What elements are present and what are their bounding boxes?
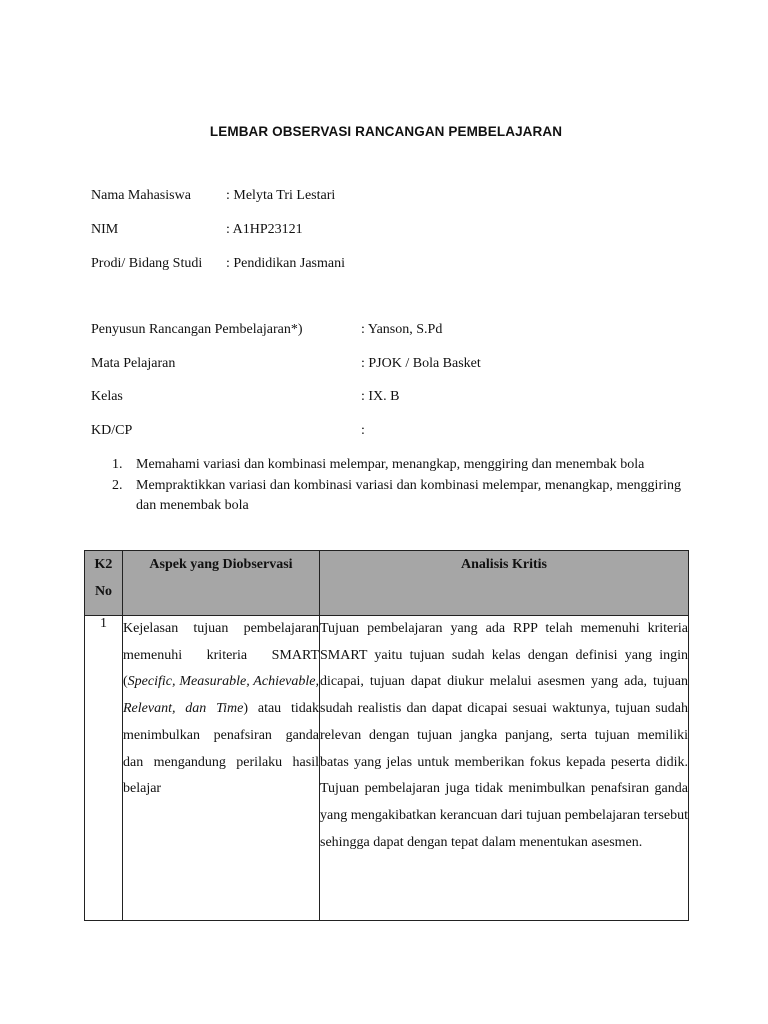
kd-cp-value: : [361,423,365,438]
row-aspek [123,616,320,921]
class-label: Kelas [91,389,123,404]
aspek-text-post: ) atau tidak menimbulkan penafsiran ganda dan mengandung perilaku hasil belajar [123,701,319,797]
author-value: : Yanson, S.Pd [361,322,443,337]
author-label: Penyusun Rancangan Pembelajaran*) [91,322,303,337]
kd-item-number: 1. [112,457,123,472]
nim-label: NIM [91,222,119,237]
kd-list-item [112,476,681,516]
header-no [85,551,123,616]
table-row [85,616,689,921]
header-no-line2: No [94,584,113,599]
observation-table [84,550,689,921]
table-header-row [85,551,689,616]
subject-value: : PJOK / Bola Basket [361,356,481,371]
kd-cp-label: KD/CP [91,423,133,438]
class-value: : IX. B [361,389,400,404]
header-analisis: Analisis Kritis [320,551,689,616]
nim-value: : A1HP23121 [226,222,303,237]
row-number: 1 [85,616,123,921]
kd-item-text: Memahami variasi dan kombinasi melempar, menangkap, menggiring dan menembak bola [136,457,645,472]
kd-list [112,455,681,517]
kd-item-text: Mempraktikkan variasi dan kombinasi variasi dan kombinasi melempar, menangkap, menggiring dan menembak bola [136,478,681,513]
document-title: LEMBAR OBSERVASI RANCANGAN PEMBELAJARAN [209,124,563,139]
row-analisis: Tujuan pembelajaran yang ada RPP telah memenuhi kriteria SMART yaitu tujuan sudah kelas dengan definisi yang ingin dicapai, tujuan dapat diukur melalui asesmen yang ada, tujuan sudah realistis dan dapat dicapai sesuai waktunya, tujuan sudah relevan dengan tujuan jangka panjang, serta tujuan memiliki batas yang jelas untuk memberikan fokus kepada peserta didik. Tujuan pembelajaran juga tidak menimbulkan penafsiran ganda yang mengakibatkan kerancuan dari tujuan pembelajaran tersebut sehingga dapat dengan tepat dalam menentukan asesmen. [320,616,689,921]
subject-label: Mata Pelajaran [91,356,176,371]
kd-item-number: 2. [112,478,123,493]
header-no-line1: K2 [94,557,113,572]
study-program-value: : Pendidikan Jasmani [226,256,345,271]
student-name-label: Nama Mahasiswa [91,188,191,203]
header-aspek: Aspek yang Diobservasi [123,551,320,616]
study-program-label: Prodi/ Bidang Studi [91,256,203,271]
kd-list-item [112,455,681,475]
aspek-text-italic: Specific, Measurable, Achievable, Relevant, dan Time [123,674,319,717]
aspek-text-pre: Kejelasan tujuan pembelajaran memenuhi kriteria SMART ( [123,621,319,690]
student-name-value: : Melyta Tri Lestari [226,188,336,203]
